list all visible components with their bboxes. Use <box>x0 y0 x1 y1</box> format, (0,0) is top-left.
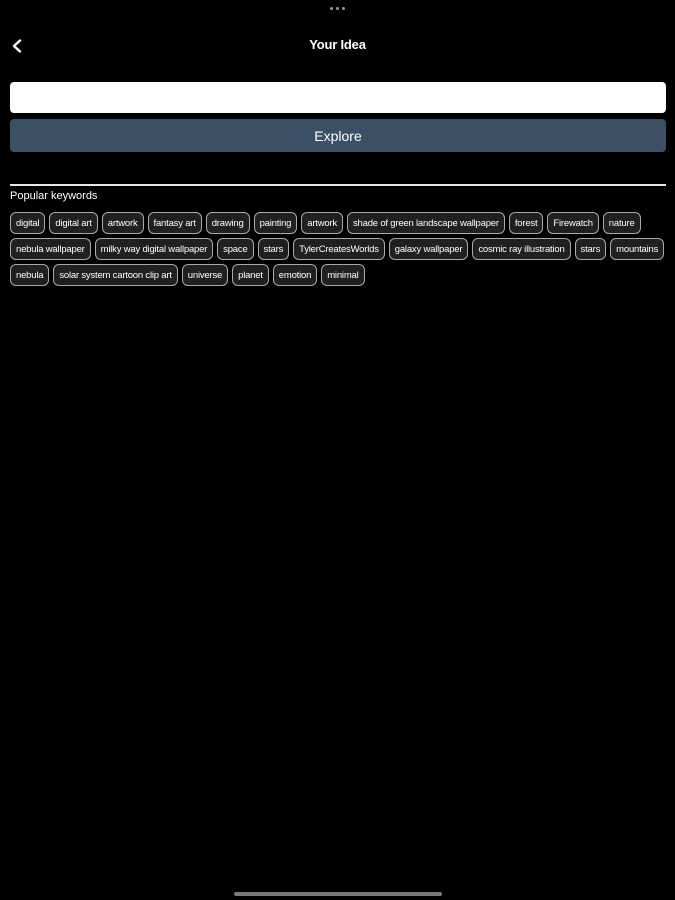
popular-keywords-label: Popular keywords <box>10 190 98 202</box>
keyword-chip[interactable]: nebula wallpaper <box>10 238 91 260</box>
keyword-chip[interactable]: artwork <box>301 212 343 234</box>
keyword-chip[interactable]: painting <box>254 212 298 234</box>
keyword-chip[interactable]: mountains <box>610 238 664 260</box>
divider <box>10 184 666 186</box>
keyword-chip[interactable]: shade of green landscape wallpaper <box>347 212 505 234</box>
keyword-chip[interactable]: fantasy art <box>148 212 202 234</box>
keyword-chip[interactable]: nature <box>603 212 641 234</box>
keyword-chip-list <box>10 212 666 286</box>
keyword-chip[interactable]: drawing <box>206 212 250 234</box>
header <box>0 30 675 62</box>
keyword-chip[interactable]: minimal <box>321 264 364 286</box>
home-indicator <box>234 892 442 896</box>
keyword-chip[interactable]: stars <box>258 238 290 260</box>
keyword-chip[interactable]: digital art <box>49 212 97 234</box>
window-handle-dots[interactable] <box>0 4 675 12</box>
keyword-chip[interactable]: artwork <box>102 212 144 234</box>
keyword-chip[interactable]: nebula <box>10 264 49 286</box>
keyword-chip[interactable]: milky way digital wallpaper <box>95 238 214 260</box>
keyword-chip[interactable]: planet <box>232 264 269 286</box>
dot <box>330 7 333 10</box>
keyword-chip[interactable]: galaxy wallpaper <box>389 238 469 260</box>
keyword-chip[interactable]: TylerCreatesWorlds <box>293 238 385 260</box>
dot <box>336 7 339 10</box>
keyword-chip[interactable]: universe <box>182 264 228 286</box>
keyword-chip[interactable]: space <box>217 238 253 260</box>
keyword-chip[interactable]: forest <box>509 212 544 234</box>
idea-input[interactable] <box>10 82 666 113</box>
keyword-chip[interactable]: emotion <box>273 264 317 286</box>
keyword-chip[interactable]: cosmic ray illustration <box>472 238 570 260</box>
dot <box>342 7 345 10</box>
keyword-chip[interactable]: digital <box>10 212 45 234</box>
explore-button[interactable]: Explore <box>10 119 666 152</box>
keyword-chip[interactable]: solar system cartoon clip art <box>53 264 177 286</box>
keyword-chip[interactable]: stars <box>575 238 607 260</box>
page-title: Your Idea <box>309 37 366 52</box>
keyword-chip[interactable]: Firewatch <box>547 212 598 234</box>
